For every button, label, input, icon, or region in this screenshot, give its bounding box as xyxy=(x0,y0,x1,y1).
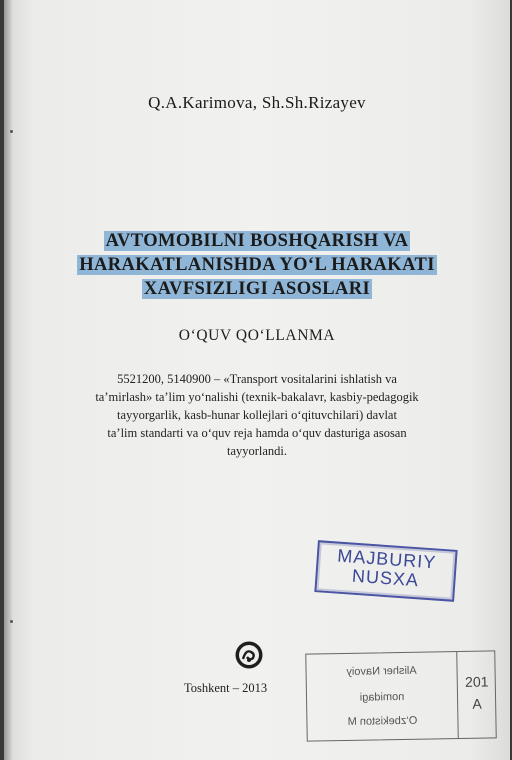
library-stamp-line: O‘zbekiston M xyxy=(347,714,418,728)
library-stamp-year: 201 xyxy=(464,673,489,690)
title-line-2: HARAKATLANISHDA YO‘L HARAKATI xyxy=(79,255,435,275)
stamp-line-2: NUSXA xyxy=(351,565,420,591)
description xyxy=(56,370,458,460)
authors: Q.A.Karimova, Sh.Sh.Rizayev xyxy=(148,93,366,112)
title-line-3: XAVFSIZLIGI ASOSLARI xyxy=(143,279,371,299)
scan-speck xyxy=(10,620,13,623)
book-title-page xyxy=(4,0,510,760)
imprint: Toshkent – 2013 xyxy=(184,681,268,695)
description-line: tayyorgarlik, kasb-hunar kollejlari o‘qituvchilari) davlat xyxy=(117,408,397,422)
library-stamp-line: Alisher Navoiy xyxy=(346,664,417,678)
description-line: ta’mirlash» ta’lim yo‘nalishi (texnik-bakalavr, kasbiy-pedagogik xyxy=(95,390,419,404)
publisher-logo-icon xyxy=(234,640,264,670)
stamp-line-1: MAJBURIY xyxy=(336,545,437,573)
description-line: 5521200, 5140900 – «Transport vositalarini ishlatish va xyxy=(117,372,397,386)
library-stamp-line: nomidagi xyxy=(359,690,405,704)
book-title xyxy=(4,229,510,301)
page-edge xyxy=(4,0,12,760)
description-line: tayyorlandi. xyxy=(226,444,288,458)
title-line-1: AVTOMOBILNI BOSHQARISH VA xyxy=(105,231,409,251)
library-stamp-letter: A xyxy=(472,695,482,712)
description-line: ta’lim standarti va o‘quv reja hamda o‘quv dasturiga asosan xyxy=(107,426,407,440)
library-stamp xyxy=(305,650,497,741)
book-type: O‘QUV QO‘LLANMA xyxy=(178,327,336,344)
mandatory-copy-stamp xyxy=(314,540,457,602)
library-stamp-text xyxy=(306,652,458,741)
scan-speck xyxy=(10,130,13,133)
